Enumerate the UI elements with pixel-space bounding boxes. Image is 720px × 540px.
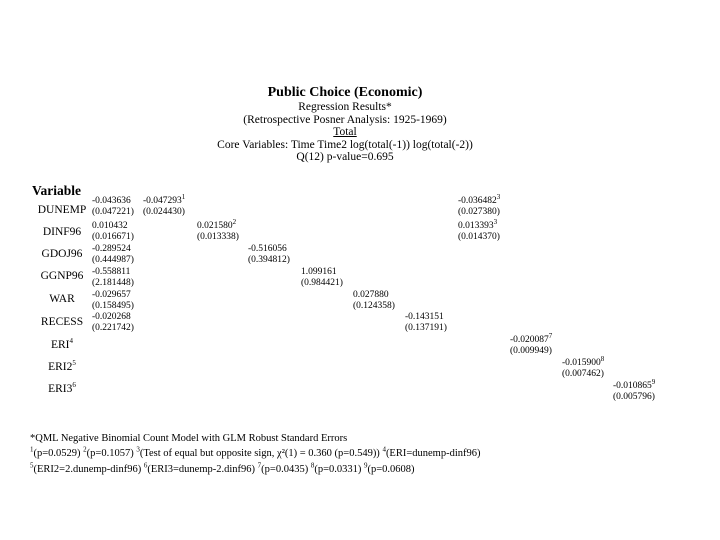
coefficient-cell: -0.289524 (0.444987) [92,244,134,265]
coefficient-cell: 0.013393$^3$ (0.014370) [458,217,500,242]
coefficient-cell: -0.143151 (0.137191) [405,312,447,333]
footnote-line: $^5$(ERI2=2.dunemp-dinf96) $^6$(ERI3=dunemp-2.dinf96) $^7$(p=0.0435) $^8$(p=0.0331) $^9$(p=0.0608) [30,461,415,475]
variable-row: GDOJ96 [41,248,83,260]
footnote-line: $^1$(p=0.0529) $^2$(p=0.1057) $^3$(Test of equal but opposite sign, χ²(1) = 0.360 (p=0.549)) $^4$(ERI=dunemp-dinf96) [30,445,481,459]
variable-row: GGNP96 [40,270,84,282]
core-variables: Core Variables: Time Time2 log(total(-1)) log(total(-2)) [217,138,473,151]
coefficient-cell: -0.010865$^9$ (0.005796) [613,377,656,402]
coefficient-cell: -0.558811 (2.181448) [92,267,134,288]
coefficient-cell: 0.027880 (0.124358) [353,290,395,311]
coefficient-cell: -0.015900$^8$ (0.007462) [562,354,605,379]
coefficient-cell: -0.020087$^7$ (0.009949) [510,331,553,356]
variable-row: WAR [49,293,75,305]
variable-row: ERI$^4$ [50,337,74,351]
coefficient-cell: -0.043636 (0.047221) [92,196,134,217]
coefficient-cell: -0.516056 (0.394812) [248,244,290,265]
table-header [150,84,540,164]
footnote-model: *QML Negative Binomial Count Model with GLM Robust Standard Errors [30,433,348,444]
page-title: Public Choice (Economic) [267,85,423,100]
coefficient-cell: -0.029657 (0.158495) [92,290,134,311]
variable-heading: Variable [32,183,82,198]
variable-row: $ERI3^6$ [48,381,76,395]
coefficient-cell: -0.036482$^3$ (0.027380) [458,192,501,217]
variable-row: DUNEMP [37,204,87,216]
coefficient-cell: 0.010432 (0.016671) [92,221,134,242]
variable-row: $ERI2^5$ [48,359,76,373]
results-label: Regression Results* [298,101,392,113]
q-statistic: Q(12) p-value=0.695 [296,151,394,163]
variable-row: DINF96 [42,226,82,238]
coefficient-cell: -0.047293$^1$ (0.024430) [143,192,186,217]
coefficient-cell: 0.021580$^2$ (0.013338) [197,217,239,242]
analysis-period: (Retrospective Posner Analysis: 1925-1969) [243,113,447,126]
variable-row: RECESS [40,316,84,328]
coefficient-cell: -0.020268 (0.221742) [92,312,134,333]
dependent-subtitle: Total [333,126,357,138]
coefficient-cell: 1.099161 (0.984421) [301,267,343,288]
